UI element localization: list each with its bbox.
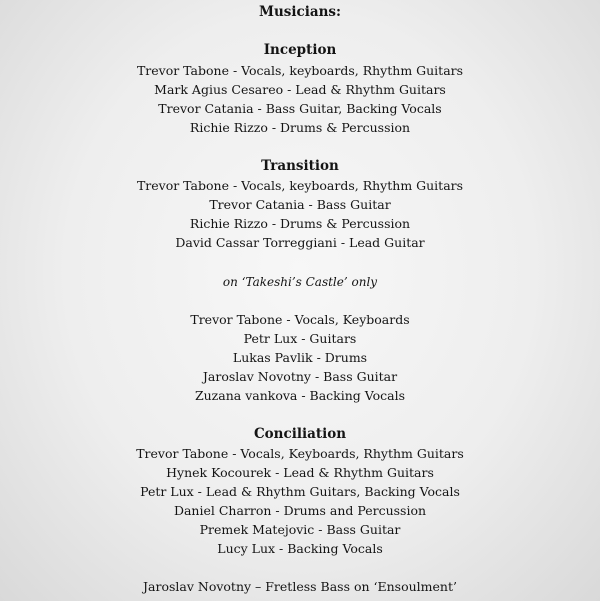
member-line: Trevor Tabone - Vocals, keyboards, Rhythm Guitars (136, 178, 464, 193)
member-line: Daniel Charron - Drums and Percussion (173, 503, 427, 518)
member-line: Jaroslav Novotny - Bass Guitar (202, 369, 398, 384)
section-heading-transition: Transition (261, 158, 339, 174)
member-line: Lukas Pavlik - Drums (232, 350, 368, 365)
member-line: Richie Rizzo - Drums & Percussion (189, 216, 411, 231)
member-line: Premek Matejovic - Bass Guitar (199, 522, 401, 537)
member-line: David Cassar Torreggiani - Lead Guitar (175, 235, 425, 250)
member-line: Petr Lux - Guitars (243, 331, 357, 346)
member-line: Mark Agius Cesareo - Lead & Rhythm Guitars (154, 82, 446, 97)
member-line: Trevor Tabone - Vocals, Keyboards, Rhythm Guitars (136, 446, 464, 461)
member-line: Zuzana vankova - Backing Vocals (194, 388, 406, 403)
page-title: Musicians: (259, 4, 341, 20)
member-line: Trevor Tabone - Vocals, Keyboards (190, 312, 410, 327)
transition-note: on ‘Takeshi’s Castle’ only (222, 275, 378, 289)
member-line: Trevor Catania - Bass Guitar (209, 197, 391, 212)
member-line: Lucy Lux - Backing Vocals (217, 541, 383, 556)
member-line: Trevor Tabone - Vocals, keyboards, Rhythm Guitars (136, 63, 464, 78)
member-line: Hynek Kocourek - Lead & Rhythm Guitars (166, 465, 434, 480)
member-line: Petr Lux - Lead & Rhythm Guitars, Backing Vocals (140, 484, 460, 499)
member-line: Trevor Catania - Bass Guitar, Backing Vocals (158, 101, 442, 116)
footer-credit: Jaroslav Novotny – Fretless Bass on ‘Ensoulment’ (143, 579, 457, 594)
member-line: Richie Rizzo - Drums & Percussion (189, 120, 411, 135)
section-heading-inception: Inception (263, 42, 337, 58)
section-heading-conciliation: Conciliation (253, 426, 347, 442)
